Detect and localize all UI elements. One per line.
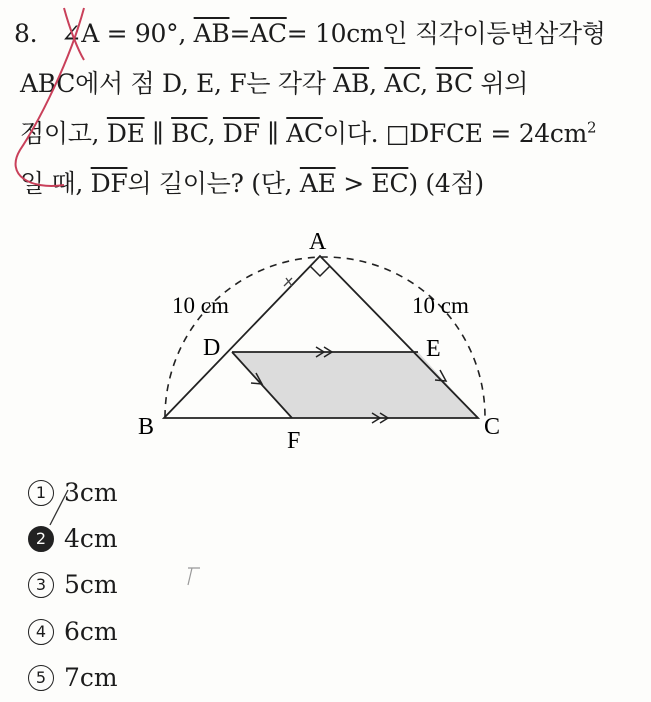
right-angle-mark bbox=[310, 266, 330, 276]
question-text-4c: ) (4점) bbox=[408, 169, 484, 198]
segment-ab-2: $\overline{AB}$ bbox=[333, 69, 370, 98]
parallel-symbol: ∥ bbox=[267, 119, 279, 148]
angle-condition: ∠A = 90°, bbox=[60, 19, 186, 48]
label-b: B bbox=[138, 414, 155, 440]
area-condition: 이다. □DFCE = 24cm bbox=[322, 119, 588, 148]
label-d: D bbox=[203, 335, 221, 361]
choice-1[interactable] bbox=[28, 478, 118, 507]
choice-4[interactable] bbox=[28, 617, 118, 646]
segment-df: $\overline{DF}$ bbox=[222, 119, 260, 148]
comma: , bbox=[420, 69, 428, 98]
pencil-mark bbox=[284, 278, 292, 286]
pen-mark bbox=[16, 8, 84, 186]
choice-text-2: 4cm bbox=[64, 524, 118, 553]
segment-df-2: $\overline{DF}$ bbox=[90, 169, 128, 198]
shaded-parallelogram bbox=[232, 352, 478, 418]
pencil-mark bbox=[188, 568, 200, 585]
label-a: A bbox=[309, 229, 327, 255]
segment-ac-2: $\overline{AC}$ bbox=[384, 69, 421, 98]
question-text-2b: 위의 bbox=[480, 69, 529, 98]
choice-5[interactable] bbox=[28, 663, 118, 692]
segment-ec: $\overline{EC}$ bbox=[371, 169, 409, 198]
question-text-2: ABC에서 점 D, E, F는 각각 bbox=[20, 69, 326, 98]
choice-mark-5: 5 bbox=[28, 665, 54, 691]
choice-mark-1: 1 bbox=[28, 480, 54, 506]
segment-de: $\overline{DE}$ bbox=[106, 119, 145, 148]
parallel-symbol: ∥ bbox=[152, 119, 164, 148]
length-ac: 10 cm bbox=[412, 293, 469, 318]
choice-mark-2: 2 bbox=[28, 526, 54, 552]
label-f: F bbox=[287, 428, 301, 454]
segment-ab: $\overline{AB}$ bbox=[193, 19, 230, 48]
choice-text-4: 6cm bbox=[64, 617, 118, 646]
choice-text-3: 5cm bbox=[64, 570, 118, 599]
segment-bc-2: $\overline{BC}$ bbox=[171, 119, 208, 148]
area-exponent: 2 bbox=[587, 118, 597, 137]
choice-mark-3: 3 bbox=[28, 572, 54, 598]
question-text-4: 일 때, bbox=[20, 169, 83, 198]
length-ab: 10 cm bbox=[172, 293, 229, 318]
label-c: C bbox=[484, 414, 501, 440]
label-e: E bbox=[426, 336, 441, 362]
segment-bc: $\overline{BC}$ bbox=[435, 69, 473, 98]
segment-ac-3: $\overline{AC}$ bbox=[286, 119, 323, 148]
question-number: 8. bbox=[14, 19, 38, 48]
choice-mark-4: 4 bbox=[28, 619, 54, 645]
comma: , bbox=[207, 119, 216, 148]
question-text-1: = 10cm인 직각이등변삼각형 bbox=[286, 19, 606, 48]
segment-ac: $\overline{AC}$ bbox=[250, 19, 287, 48]
choice-3[interactable] bbox=[28, 570, 118, 599]
greater-than: > bbox=[343, 169, 364, 198]
question-text-4b: 의 길이는? (단, bbox=[127, 169, 293, 198]
comma: , bbox=[369, 69, 377, 98]
segment-ae: $\overline{AE}$ bbox=[299, 169, 336, 198]
equals-sign: = bbox=[229, 19, 251, 48]
choice-text-1: 3cm bbox=[64, 478, 118, 507]
choice-2[interactable] bbox=[28, 524, 118, 553]
choice-text-5: 7cm bbox=[64, 663, 118, 692]
question-text-3: 점이고, bbox=[20, 119, 100, 148]
